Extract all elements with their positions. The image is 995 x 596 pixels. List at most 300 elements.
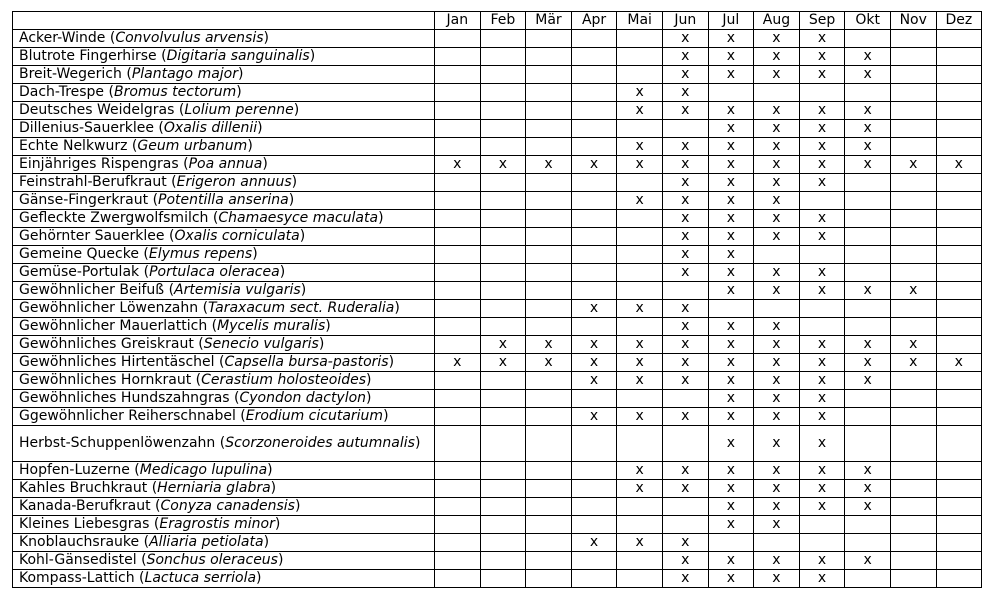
month-mark-cell [571, 516, 617, 534]
month-mark-cell [936, 390, 982, 408]
common-name: Kohl-Gänsedistel [19, 552, 137, 568]
month-mark-cell: x [617, 300, 663, 318]
plant-name-cell: Gewöhnlicher Beifuß (Artemisia vulgaris) [13, 282, 435, 300]
month-mark-cell [936, 192, 982, 210]
month-mark-cell [890, 570, 936, 588]
month-mark-cell: x [799, 30, 845, 48]
plant-name-cell: Dach-Trespe (Bromus tectorum) [13, 84, 435, 102]
month-mark-cell [754, 300, 800, 318]
common-name: Dillenius-Sauerklee [19, 120, 154, 136]
month-mark-cell [526, 534, 572, 552]
month-mark-cell: x [708, 138, 754, 156]
month-mark-cell: x [754, 408, 800, 426]
scientific-name: Conyza canadensis [160, 498, 295, 514]
common-name: Blutrote Fingerhirse [19, 48, 157, 64]
month-mark-cell [936, 480, 982, 498]
plant-name-cell: Gewöhnliches Greiskraut (Senecio vulgaris) [13, 336, 435, 354]
month-mark-cell: x [708, 174, 754, 192]
month-mark-cell [936, 570, 982, 588]
month-mark-cell [526, 174, 572, 192]
month-mark-cell [845, 84, 891, 102]
month-mark-cell [890, 498, 936, 516]
scientific-name: Taraxacum sect. Ruderalia [208, 300, 395, 316]
month-mark-cell: x [754, 174, 800, 192]
common-name: Gewöhnlicher Löwenzahn [19, 300, 199, 316]
table-row [13, 120, 982, 138]
plant-name-cell: Gewöhnlicher Löwenzahn (Taraxacum sect. Ruderalia) [13, 300, 435, 318]
month-mark-cell [526, 66, 572, 84]
month-mark-cell [936, 534, 982, 552]
month-mark-cell: x [708, 30, 754, 48]
month-mark-cell [845, 516, 891, 534]
month-mark-cell [754, 246, 800, 264]
month-mark-cell: x [799, 174, 845, 192]
table-row [13, 228, 982, 246]
plant-name-cell: Gemeine Quecke (Elymus repens) [13, 246, 435, 264]
month-mark-cell: x [708, 48, 754, 66]
month-mark-cell: x [890, 156, 936, 174]
month-mark-cell: x [662, 48, 708, 66]
month-mark-cell [571, 66, 617, 84]
month-mark-cell: x [799, 336, 845, 354]
month-mark-cell [936, 336, 982, 354]
table-row [13, 534, 982, 552]
month-mark-cell [890, 228, 936, 246]
month-mark-cell: x [708, 408, 754, 426]
month-mark-cell [890, 138, 936, 156]
month-mark-cell [799, 534, 845, 552]
month-mark-cell: x [617, 336, 663, 354]
month-mark-cell [526, 120, 572, 138]
month-mark-cell: x [662, 174, 708, 192]
common-name: Gewöhnlicher Beifuß [19, 282, 165, 298]
month-mark-cell [936, 48, 982, 66]
month-mark-cell: x [526, 336, 572, 354]
month-mark-cell [617, 498, 663, 516]
month-mark-cell: x [662, 462, 708, 480]
common-name: Acker-Winde [19, 30, 106, 46]
month-mark-cell: x [708, 246, 754, 264]
month-mark-cell [571, 192, 617, 210]
month-mark-cell [936, 498, 982, 516]
month-mark-cell: x [799, 138, 845, 156]
month-mark-cell [435, 120, 481, 138]
table-row [13, 318, 982, 336]
month-mark-cell: x [480, 156, 526, 174]
month-mark-cell: x [571, 408, 617, 426]
month-mark-cell: x [799, 120, 845, 138]
month-header: Aug [754, 12, 800, 30]
month-mark-cell: x [799, 408, 845, 426]
header-row [13, 12, 982, 30]
month-mark-cell: x [571, 300, 617, 318]
header-name-cell [13, 12, 435, 30]
plant-name-cell: Gänse-Fingerkraut (Potentilla anserina) [13, 192, 435, 210]
month-mark-cell: x [845, 120, 891, 138]
month-mark-cell: x [708, 354, 754, 372]
plant-name-cell: Herbst-Schuppenlöwenzahn (Scorzoneroides autumnalis) [13, 426, 435, 462]
plant-name-cell: Breit-Wegerich (Plantago major) [13, 66, 435, 84]
month-mark-cell [435, 462, 481, 480]
table-row [13, 462, 982, 480]
month-mark-cell: x [799, 102, 845, 120]
month-mark-cell [936, 210, 982, 228]
month-mark-cell [662, 516, 708, 534]
table-body [13, 30, 982, 588]
month-mark-cell [936, 138, 982, 156]
month-mark-cell [617, 516, 663, 534]
month-mark-cell [435, 426, 481, 462]
scientific-name: Senecio vulgaris [203, 336, 319, 352]
month-mark-cell: x [936, 354, 982, 372]
month-mark-cell [526, 516, 572, 534]
common-name: Gefleckte Zwergwolfsmilch [19, 210, 209, 226]
table-row [13, 408, 982, 426]
month-header: Nov [890, 12, 936, 30]
month-mark-cell: x [708, 264, 754, 282]
month-mark-cell [480, 264, 526, 282]
month-mark-cell [526, 264, 572, 282]
month-mark-cell [480, 462, 526, 480]
month-mark-cell [617, 30, 663, 48]
month-mark-cell [845, 30, 891, 48]
month-header: Feb [480, 12, 526, 30]
month-mark-cell [435, 66, 481, 84]
month-mark-cell [435, 282, 481, 300]
month-mark-cell: x [799, 390, 845, 408]
month-mark-cell: x [936, 156, 982, 174]
month-mark-cell [526, 30, 572, 48]
scientific-name: Alliaria petiolata [149, 534, 264, 550]
scientific-name: Cerastium holosteoides [201, 372, 367, 388]
plant-name-cell: Gefleckte Zwergwolfsmilch (Chamaesyce maculata) [13, 210, 435, 228]
month-mark-cell [480, 138, 526, 156]
month-mark-cell: x [617, 102, 663, 120]
month-mark-cell: x [662, 318, 708, 336]
common-name: Herbst-Schuppenlöwenzahn [19, 435, 216, 451]
month-mark-cell: x [708, 282, 754, 300]
month-mark-cell: x [845, 282, 891, 300]
month-mark-cell [526, 48, 572, 66]
month-mark-cell: x [845, 138, 891, 156]
month-mark-cell [845, 228, 891, 246]
month-mark-cell: x [754, 372, 800, 390]
month-mark-cell: x [799, 552, 845, 570]
month-mark-cell [435, 570, 481, 588]
month-mark-cell: x [617, 354, 663, 372]
plant-name-cell: Gehörnter Sauerklee (Oxalis corniculata) [13, 228, 435, 246]
month-mark-cell: x [845, 48, 891, 66]
month-mark-cell [480, 48, 526, 66]
table-row [13, 516, 982, 534]
month-mark-cell [571, 30, 617, 48]
month-mark-cell [526, 84, 572, 102]
plant-name-cell: Deutsches Weidelgras (Lolium perenne) [13, 102, 435, 120]
month-mark-cell [526, 480, 572, 498]
plant-name-cell: Echte Nelkwurz (Geum urbanum) [13, 138, 435, 156]
month-mark-cell: x [662, 210, 708, 228]
month-header: Jul [708, 12, 754, 30]
month-mark-cell [936, 462, 982, 480]
month-mark-cell: x [708, 390, 754, 408]
month-mark-cell [526, 228, 572, 246]
month-mark-cell: x [617, 192, 663, 210]
month-mark-cell [662, 498, 708, 516]
month-mark-cell: x [799, 156, 845, 174]
month-mark-cell: x [754, 480, 800, 498]
scientific-name: Cyondon dactylon [239, 390, 367, 406]
table-row [13, 84, 982, 102]
scientific-name: Medicago lupulina [139, 462, 268, 478]
month-mark-cell: x [708, 120, 754, 138]
month-mark-cell [617, 570, 663, 588]
month-mark-cell [480, 534, 526, 552]
month-mark-cell: x [754, 30, 800, 48]
month-mark-cell [526, 138, 572, 156]
month-mark-cell [890, 516, 936, 534]
month-mark-cell: x [708, 192, 754, 210]
plant-name-cell: Einjähriges Rispengras (Poa annua) [13, 156, 435, 174]
month-mark-cell [571, 264, 617, 282]
plant-name-cell: Gemüse-Portulak (Portulaca oleracea) [13, 264, 435, 282]
month-mark-cell [845, 570, 891, 588]
table-row [13, 354, 982, 372]
month-mark-cell: x [754, 120, 800, 138]
common-name: Dach-Trespe [19, 84, 105, 100]
table-row [13, 300, 982, 318]
month-mark-cell: x [662, 246, 708, 264]
scientific-name: Capsella bursa-pastoris [224, 354, 389, 370]
month-mark-cell: x [754, 426, 800, 462]
month-mark-cell [617, 426, 663, 462]
month-mark-cell [890, 480, 936, 498]
month-mark-cell [571, 84, 617, 102]
month-mark-cell: x [754, 66, 800, 84]
month-mark-cell: x [890, 336, 936, 354]
month-mark-cell: x [890, 354, 936, 372]
month-mark-cell: x [708, 372, 754, 390]
month-mark-cell [617, 66, 663, 84]
month-mark-cell [890, 246, 936, 264]
month-mark-cell [435, 390, 481, 408]
month-mark-cell [890, 318, 936, 336]
month-header: Mai [617, 12, 663, 30]
common-name: Gewöhnliches Hornkraut [19, 372, 192, 388]
month-mark-cell: x [662, 156, 708, 174]
month-mark-cell [571, 462, 617, 480]
table-row [13, 192, 982, 210]
month-mark-cell [480, 228, 526, 246]
month-mark-cell: x [799, 462, 845, 480]
month-mark-cell: x [754, 192, 800, 210]
month-mark-cell [890, 174, 936, 192]
month-mark-cell: x [754, 156, 800, 174]
month-mark-cell: x [708, 228, 754, 246]
month-mark-cell [799, 192, 845, 210]
month-mark-cell [526, 462, 572, 480]
month-mark-cell [435, 102, 481, 120]
scientific-name: Lactuca serriola [144, 570, 257, 586]
month-mark-cell [526, 318, 572, 336]
month-mark-cell: x [799, 228, 845, 246]
month-mark-cell: x [845, 156, 891, 174]
month-mark-cell [890, 66, 936, 84]
month-mark-cell [480, 498, 526, 516]
month-mark-cell [617, 120, 663, 138]
table-row [13, 570, 982, 588]
table-row [13, 282, 982, 300]
scientific-name: Eragrostis minor [159, 516, 275, 532]
month-mark-cell [799, 84, 845, 102]
month-mark-cell [526, 372, 572, 390]
month-mark-cell [435, 408, 481, 426]
common-name: Hopfen-Luzerne [19, 462, 130, 478]
month-mark-cell [435, 192, 481, 210]
month-mark-cell [936, 228, 982, 246]
month-mark-cell [617, 318, 663, 336]
month-mark-cell [435, 516, 481, 534]
common-name: Kanada-Berufkraut [19, 498, 151, 514]
month-mark-cell: x [662, 552, 708, 570]
month-mark-cell [799, 300, 845, 318]
month-mark-cell [662, 426, 708, 462]
month-mark-cell: x [845, 336, 891, 354]
plant-name-cell: Gewöhnlicher Mauerlattich (Mycelis muralis) [13, 318, 435, 336]
scientific-name: Chamaesyce maculata [218, 210, 379, 226]
plant-name-cell: Kompass-Lattich (Lactuca serriola) [13, 570, 435, 588]
month-mark-cell: x [708, 570, 754, 588]
month-mark-cell [617, 48, 663, 66]
month-mark-cell [480, 552, 526, 570]
month-mark-cell [617, 210, 663, 228]
month-header: Mär [526, 12, 572, 30]
month-mark-cell [480, 174, 526, 192]
month-mark-cell: x [754, 462, 800, 480]
month-mark-cell: x [845, 102, 891, 120]
scientific-name: Elymus repens [148, 246, 253, 262]
common-name: Ggewöhnlicher Reiherschnabel [19, 408, 236, 424]
month-mark-cell: x [708, 66, 754, 84]
month-mark-cell [526, 300, 572, 318]
month-mark-cell: x [799, 426, 845, 462]
plant-name-cell: Kahles Bruchkraut (Herniaria glabra) [13, 480, 435, 498]
month-mark-cell [435, 48, 481, 66]
month-mark-cell [617, 282, 663, 300]
plant-name-cell: Dillenius-Sauerklee (Oxalis dillenii) [13, 120, 435, 138]
month-mark-cell [435, 534, 481, 552]
month-mark-cell [571, 480, 617, 498]
common-name: Gemeine Quecke [19, 246, 139, 262]
scientific-name: Potentilla anserina [158, 192, 289, 208]
month-mark-cell: x [617, 534, 663, 552]
month-mark-cell [890, 408, 936, 426]
table-row [13, 30, 982, 48]
month-mark-cell: x [526, 354, 572, 372]
table-row [13, 552, 982, 570]
common-name: Gewöhnlicher Mauerlattich [19, 318, 208, 334]
month-mark-cell: x [754, 282, 800, 300]
month-mark-cell [617, 390, 663, 408]
month-mark-cell [754, 534, 800, 552]
scientific-name: Sonchus oleraceus [146, 552, 278, 568]
month-mark-cell [845, 192, 891, 210]
month-mark-cell: x [617, 372, 663, 390]
table-row [13, 48, 982, 66]
month-mark-cell: x [799, 282, 845, 300]
table-row [13, 264, 982, 282]
table-row [13, 138, 982, 156]
month-mark-cell: x [526, 156, 572, 174]
month-mark-cell [480, 120, 526, 138]
common-name: Gewöhnliches Greiskraut [19, 336, 194, 352]
month-mark-cell: x [799, 264, 845, 282]
month-mark-cell: x [662, 408, 708, 426]
month-mark-cell: x [662, 102, 708, 120]
month-mark-cell: x [845, 552, 891, 570]
month-mark-cell [936, 282, 982, 300]
month-mark-cell: x [708, 480, 754, 498]
month-mark-cell [845, 534, 891, 552]
month-mark-cell [435, 138, 481, 156]
common-name: Kahles Bruchkraut [19, 480, 148, 496]
scientific-name: Bromus tectorum [113, 84, 237, 100]
month-mark-cell [435, 30, 481, 48]
common-name: Knoblauchsrauke [19, 534, 140, 550]
month-mark-cell [435, 84, 481, 102]
month-mark-cell: x [617, 408, 663, 426]
month-mark-cell [480, 408, 526, 426]
month-mark-cell [890, 300, 936, 318]
month-mark-cell [936, 174, 982, 192]
plant-name-cell: Gewöhnliches Hirtentäschel (Capsella bursa-pastoris) [13, 354, 435, 372]
month-header: Dez [936, 12, 982, 30]
month-mark-cell [708, 84, 754, 102]
month-mark-cell [890, 372, 936, 390]
scientific-name: Mycelis muralis [217, 318, 326, 334]
month-mark-cell [480, 480, 526, 498]
month-mark-cell [571, 120, 617, 138]
month-mark-cell [845, 264, 891, 282]
month-mark-cell [936, 120, 982, 138]
month-mark-cell: x [708, 156, 754, 174]
month-mark-cell: x [799, 372, 845, 390]
month-mark-cell [936, 66, 982, 84]
month-mark-cell [662, 282, 708, 300]
month-mark-cell [480, 516, 526, 534]
month-mark-cell: x [845, 462, 891, 480]
month-mark-cell: x [890, 282, 936, 300]
month-mark-cell: x [480, 354, 526, 372]
month-mark-cell [480, 84, 526, 102]
common-name: Kleines Liebesgras [19, 516, 150, 532]
month-mark-cell [480, 318, 526, 336]
month-mark-cell: x [754, 138, 800, 156]
plant-name-cell: Kanada-Berufkraut (Conyza canadensis) [13, 498, 435, 516]
month-mark-cell: x [845, 354, 891, 372]
month-mark-cell: x [754, 570, 800, 588]
common-name: Gehörnter Sauerklee [19, 228, 165, 244]
month-mark-cell: x [754, 48, 800, 66]
plant-name-cell: Kohl-Gänsedistel (Sonchus oleraceus) [13, 552, 435, 570]
month-mark-cell [845, 390, 891, 408]
scientific-name: Herniaria glabra [157, 480, 271, 496]
table-row [13, 174, 982, 192]
month-mark-cell [480, 570, 526, 588]
month-mark-cell: x [708, 552, 754, 570]
common-name: Gänse-Fingerkraut [19, 192, 149, 208]
plant-name-cell: Ggewöhnlicher Reiherschnabel (Erodium cicutarium) [13, 408, 435, 426]
month-mark-cell: x [754, 552, 800, 570]
